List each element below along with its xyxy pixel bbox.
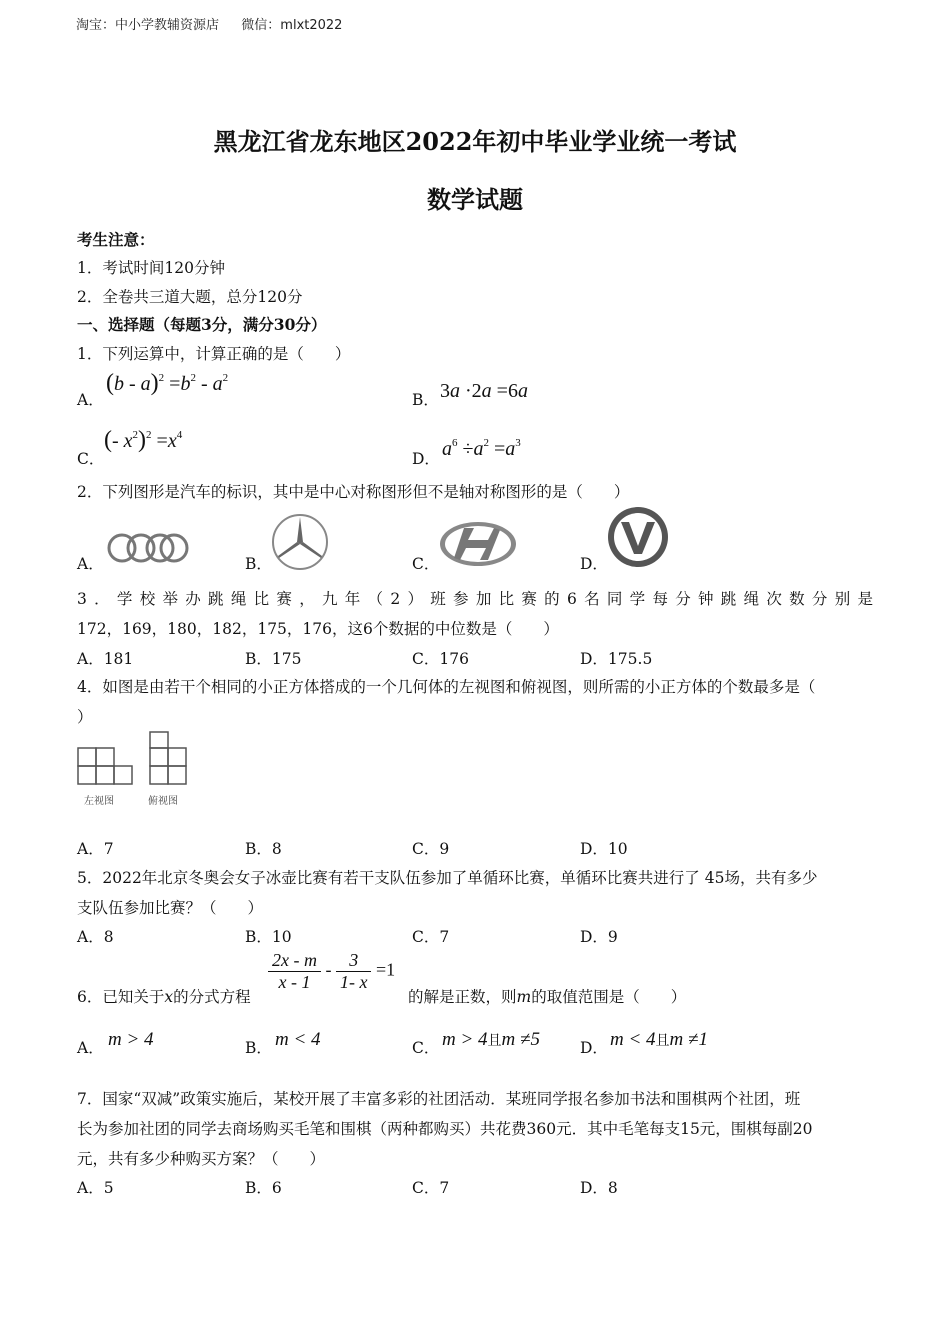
notice-heading: 考生注意： — [77, 230, 155, 249]
question-5-stem-line1: 5．2022年北京冬奥会女子冰壶比赛有若干支队伍参加了单循环比赛，单循环比赛共进行了 45场，共有多少 — [77, 869, 818, 887]
q6-eq-numerator-1: 2x - m — [268, 950, 321, 972]
top-view-figure — [146, 730, 194, 810]
question-6-stem-pre — [77, 985, 251, 1007]
q2-option-c-label: C． — [412, 555, 440, 573]
top-view-caption: 俯视图 — [148, 796, 178, 807]
q5-option-a: A．8 — [77, 928, 114, 946]
q6-option-d-formula — [610, 1029, 708, 1051]
q6-option-a-label: A． — [77, 1039, 104, 1057]
q2-option-b-label: B． — [245, 555, 272, 573]
page-title: 黑龙江省龙东地区2022年初中毕业学业统一考试 — [213, 127, 737, 156]
left-view-caption: 左视图 — [84, 796, 114, 807]
question-3-stem-line2: 172，169，180，182，175，176，这6个数据的中位数是（ ） — [77, 620, 559, 638]
q1-option-c-label: C． — [77, 450, 105, 468]
left-view-figure — [76, 730, 136, 810]
question-4-stem-line1: 4．如图是由若干个相同的小正方体搭成的一个几何体的左视图和俯视图，则所需的小正方体的个数最多是（ — [77, 678, 816, 696]
watermark-header — [76, 14, 342, 33]
q6-option-c-part1: m > 4 — [442, 1029, 488, 1050]
q6-stem-part: 的解是正数，则 — [408, 988, 517, 1006]
q1-option-b-label: B． — [412, 391, 439, 409]
q2-option-d-label: D． — [580, 555, 608, 573]
question-1-stem: 1．下列运算中，计算正确的是（ ） — [77, 345, 351, 363]
q3-option-d: D．175.5 — [580, 650, 653, 668]
question-4-stem-line2: ） — [77, 708, 93, 726]
question-7-stem-line1: 7．国家“双减”政策实施后，某校开展了丰富多彩的社团活动．某班同学报名参加书法和围棋两个社团，班 — [77, 1090, 801, 1108]
q6-option-d-part2: m ≠1 — [669, 1029, 708, 1050]
q1-option-c-formula: (- $x^2)^2 =x^4$ — [104, 427, 183, 453]
q6-option-d-label: D． — [580, 1039, 608, 1057]
audi-logo-icon — [104, 530, 192, 566]
q6-option-b-label: B． — [245, 1039, 272, 1057]
q3-option-a: A．181 — [77, 650, 134, 668]
question-3-stem-line1: 3．学校举办跳绳比赛，九年（2）班参加比赛的6名同学每分钟跳绳次数分别是 — [77, 590, 873, 608]
q7-option-d: D．8 — [580, 1179, 618, 1197]
q5-option-b: B．10 — [245, 928, 292, 946]
q1-option-d-label: D． — [412, 450, 440, 468]
q6-equation — [268, 950, 395, 993]
q6-option-c-formula — [442, 1029, 540, 1051]
page-subtitle: 数学试题 — [427, 185, 523, 214]
q6-option-c-part2: m ≠5 — [501, 1029, 540, 1050]
question-7-stem-line3: 元，共有多少种购买方案？（ ） — [77, 1150, 326, 1168]
q6-option-d-and: 且 — [655, 1033, 670, 1049]
q6-eq-minus: - — [325, 959, 332, 980]
question-5-stem-line2: 支队伍参加比赛？（ ） — [77, 899, 264, 917]
wechat-id: 微信：mlxt2022 — [241, 18, 343, 33]
q6-eq-denominator-1: x - 1 — [278, 972, 311, 992]
q6-option-c-label: C． — [412, 1039, 440, 1057]
q1-option-a-label: A． — [77, 391, 104, 409]
question-6-stem-post — [408, 985, 686, 1007]
q6-stem-part: 的分式方程 — [173, 988, 251, 1006]
q4-option-c: C．9 — [412, 840, 450, 858]
q6-option-b-formula: m < 4 — [275, 1029, 321, 1050]
q6-eq-numerator-2: 3 — [336, 950, 371, 972]
mercedes-logo-icon — [270, 512, 330, 572]
q1-option-b-formula: 3a ·2a =6a — [440, 380, 528, 402]
notice-item: 2．全卷共三道大题，总分120分 — [77, 288, 303, 306]
q6-variable-m: m — [516, 988, 532, 1006]
notice-item: 1．考试时间120分钟 — [77, 259, 225, 277]
q6-option-d-part1: m < 4 — [610, 1029, 656, 1050]
q7-option-c: C．7 — [412, 1179, 450, 1197]
q5-option-c: C．7 — [412, 928, 450, 946]
section-heading: 一、选择题（每题3分，满分30分） — [77, 315, 327, 334]
q6-eq-denominator-2: 1- x — [339, 972, 368, 992]
q1-option-a-formula: $(b - a)^2 =b^2 - a^2$ — [106, 370, 229, 396]
question-2-stem: 2．下列图形是汽车的标识，其中是中心对称图形但不是轴对称图形的是（ ） — [77, 483, 630, 501]
q6-stem-part: 6．已知关于 — [77, 988, 165, 1006]
question-7-stem-line2: 长为参加社团的同学去商场购买毛笔和围棋（两种都购买）共花费360元．其中毛笔每支15元，围棋每副20 — [77, 1120, 813, 1138]
q4-option-d: D．10 — [580, 840, 628, 858]
q6-option-c-and: 且 — [487, 1033, 502, 1049]
q2-option-a-label: A． — [77, 555, 104, 573]
q4-option-a: A．7 — [77, 840, 114, 858]
shop-name: 淘宝：中小学教辅资源店 — [76, 18, 220, 33]
q3-option-b: B．175 — [245, 650, 302, 668]
q7-option-b: B．6 — [245, 1179, 282, 1197]
q6-option-a-formula: m > 4 — [108, 1029, 154, 1050]
volkswagen-logo-icon — [607, 506, 669, 568]
q6-eq-rhs: =1 — [375, 959, 396, 980]
hyundai-logo-icon — [438, 520, 518, 568]
q6-variable-x: x — [164, 988, 174, 1006]
q3-option-c: C．176 — [412, 650, 469, 668]
q5-option-d: D．9 — [580, 928, 618, 946]
q7-option-a: A．5 — [77, 1179, 114, 1197]
q1-option-d-formula: $a^6 \div a^2 =a^3$ — [442, 437, 521, 460]
q4-option-b: B．8 — [245, 840, 282, 858]
q6-stem-part: 的取值范围是（ ） — [531, 988, 687, 1006]
